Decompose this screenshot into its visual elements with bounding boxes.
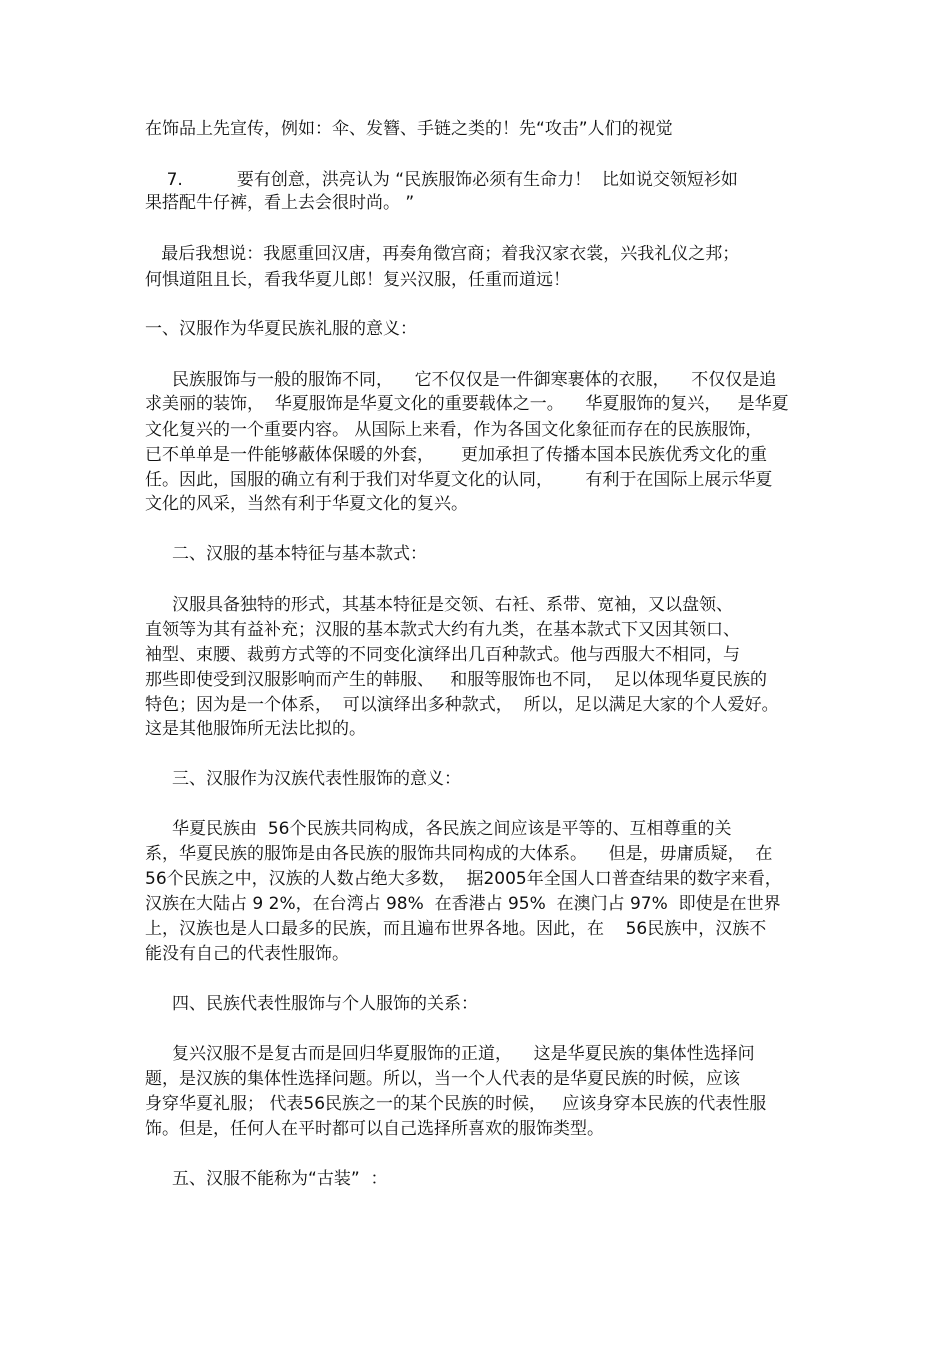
text-line: 复兴汉服不是复古而是回归华夏服饰的正道， 这是华夏民族的集体性选择问 <box>145 1044 755 1064</box>
text-line: 任。因此，国服的确立有利于我们对华夏文化的认同， 有利于在国际上展示华夏 <box>145 470 773 490</box>
text-line: 那些即使受到汉服影响而产生的韩服、 和服等服饰也不同， 足以体现华夏民族的 <box>145 670 768 690</box>
text-line: 文化的风采，当然有利于华夏文化的复兴。 <box>145 494 468 514</box>
text-line: 上，汉族也是人口最多的民族，而且遍布世界各地。因此，在 56民族中，汉族不 <box>145 919 767 939</box>
text-line: 文化复兴的一个重要内容。 从国际上来看，作为各国文化象征而存在的民族服饰， <box>145 420 763 440</box>
text-line: 身穿华夏礼服； 代表56民族之一的某个民族的时候， 应该身穿本民族的代表性服 <box>145 1094 767 1114</box>
section-heading: 五、汉服不能称为“古装” ： <box>145 1169 388 1189</box>
text-line: 汉族在大陆占 9 2%，在台湾占 98% 在香港占 95% 在澳门占 97% 即使是在世界 <box>145 894 781 914</box>
text-line: 这是其他服饰所无法比拟的。 <box>145 719 366 739</box>
text-line: 民族服饰与一般的服饰不同， 它不仅仅是一件御寒裹体的衣服， 不仅仅是追 <box>145 370 777 390</box>
text-line: 已不单单是一件能够蔽体保暖的外套， 更加承担了传播本国本民族优秀文化的重 <box>145 445 768 465</box>
text-line: 能没有自己的代表性服饰。 <box>145 944 349 964</box>
text-line: 华夏民族由 56个民族共同构成，各民族之间应该是平等的、互相尊重的关 <box>145 819 732 839</box>
section-heading: 四、民族代表性服饰与个人服饰的关系： <box>145 994 479 1014</box>
text-line: 题，是汉族的集体性选择问题。所以，当一个人代表的是华夏民族的时候，应该 <box>145 1069 740 1089</box>
text-line: 特色；因为是一个体系， 可以演绎出多种款式， 所以，足以满足大家的个人爱好。 <box>145 695 779 715</box>
text-line: 果搭配牛仔裤，看上去会很时尚。 ” <box>145 193 415 213</box>
section-heading: 二、汉服的基本特征与基本款式： <box>145 544 428 564</box>
section-heading: 一、汉服作为华夏民族礼服的意义： <box>145 319 417 339</box>
text-line: 何惧道阻且长，看我华夏儿郎！复兴汉服，任重而道远！ <box>145 270 570 290</box>
text-line: 求美丽的装饰， 华夏服饰是华夏文化的重要载体之一。 华夏服饰的复兴， 是华夏 <box>145 394 789 414</box>
text-line: 直领等为其有益补充；汉服的基本款式大约有九类，在基本款式下又因其领口、 <box>145 620 740 640</box>
text-line: 56个民族之中，汉族的人数占绝大多数， 据2005年全国人口普查结果的数字来看， <box>145 869 782 889</box>
text-line: 饰。但是，任何人在平时都可以自己选择所喜欢的服饰类型。 <box>145 1119 604 1139</box>
text-line: 在饰品上先宣传，例如：伞、发簪、手链之类的！先“攻击”人们的视觉 <box>145 119 673 139</box>
text-line: 袖型、束腰、裁剪方式等的不同变化演绎出几百种款式。他与西服大不相同，与 <box>145 645 740 665</box>
text-line: 7. 要有创意，洪亮认为 “民族服饰必须有生命力！ 比如说交领短衫如 <box>145 170 738 190</box>
section-heading: 三、汉服作为汉族代表性服饰的意义： <box>145 769 462 789</box>
text-line: 系，华夏民族的服饰是由各民族的服饰共同构成的大体系。 但是，毋庸质疑， 在 <box>145 844 773 864</box>
text-line: 最后我想说：我愿重回汉唐，再奏角徵宫商；着我汉家衣裳，兴我礼仪之邦； <box>145 244 740 264</box>
text-line: 汉服具备独特的形式，其基本特征是交领、右衽、系带、宽袖，又以盘领、 <box>145 595 734 615</box>
